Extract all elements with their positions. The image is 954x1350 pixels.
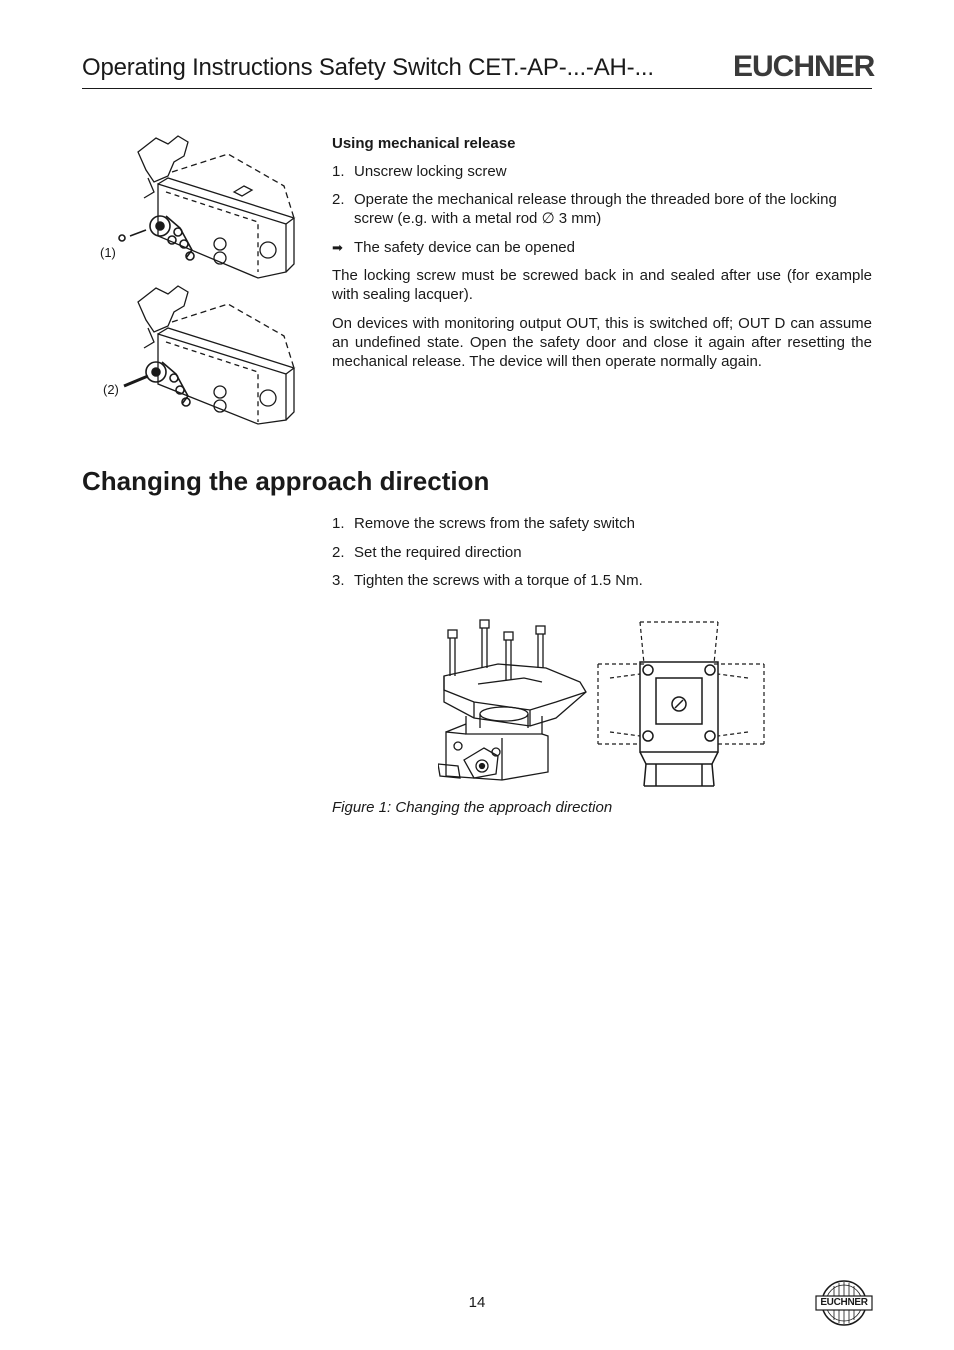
step-number: 2. [332,544,345,561]
sealing-paragraph: The locking screw must be screwed back in and sealed after use (for example with sealing lacquer). [332,267,872,303]
page-number: 14 [468,1294,486,1311]
approach-step-2 [332,543,872,563]
step-text: Unscrew locking screw [354,163,507,180]
footer-logo-text: EUCHNER [820,1297,868,1308]
monitoring-output-paragraph: On devices with monitoring output OUT, this is switched off; OUT D can assume an undefined state. Open the safety door and close it again after resetting the mechanical release. The device will then operate normally again. [332,315,872,370]
step-text: Set the required direction [354,544,522,561]
mechanical-release-illustration-1 [108,132,304,282]
approach-direction-exploded-view [438,618,590,784]
callout-1: (1) [100,245,116,260]
step-text: Operate the mechanical release through the threaded bore of the locking screw (e.g. with a metal rod ∅ 3 mm) [354,191,837,227]
document-title: Operating Instructions Safety Switch CET.-AP-...-AH-... [82,54,654,81]
result-text: The safety device can be opened [354,239,575,256]
brand-logo: EUCHNER [733,50,875,83]
step-number: 3. [332,572,345,589]
step-number: 1. [332,515,345,532]
approach-step-1 [332,514,872,534]
release-step-2 [332,190,872,230]
figure-caption: Figure 1: Changing the approach direction [332,799,613,816]
footer-logo [814,1278,874,1328]
release-result [332,238,872,258]
release-step-1 [332,162,872,182]
section-heading-approach-direction: Changing the approach direction [82,466,490,496]
approach-direction-top-view [596,620,766,788]
approach-step-3 [332,571,872,591]
step-number: 2. [332,191,345,208]
step-text: Tighten the screws with a torque of 1.5 Nm. [354,572,643,589]
header-rule [82,88,872,89]
step-text: Remove the screws from the safety switch [354,515,635,532]
arrow-icon: ➡ [332,240,343,255]
step-number: 1. [332,163,345,180]
mechanical-release-illustration-2 [112,282,304,427]
mechanical-release-heading: Using mechanical release [332,135,516,152]
callout-2: (2) [103,382,119,397]
